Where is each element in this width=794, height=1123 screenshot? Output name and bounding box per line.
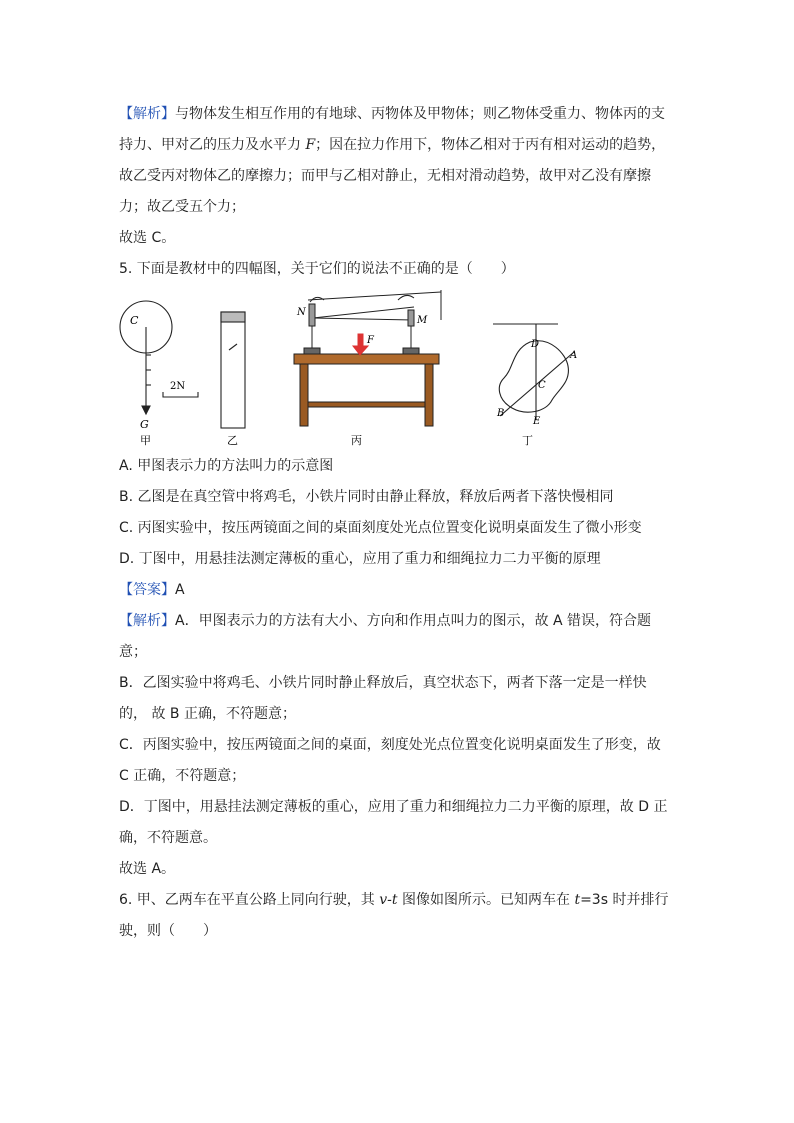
question-6-stem-line-1: 6. 甲、乙两车在平直公路上同向行驶，其 v-t 图像如图所示。已知两车在 t=3s 时并排行 [119, 892, 669, 908]
table-crossbar [308, 402, 425, 407]
analysis-line-3: 故乙受丙对物体乙的摩擦力；而甲与乙相对静止，无相对滑动趋势，故甲对乙没有摩擦 [119, 168, 651, 184]
label-n: N [297, 307, 306, 318]
analysis-line-2: 持力、甲对乙的压力及水平力 F；因在拉力作用下，物体乙相对于丙有相对运动的趋势， [119, 137, 666, 153]
label-m: M [417, 315, 428, 326]
answer-tag: 【答案】 [119, 582, 175, 598]
option-c: C. 丙图实验中，按压两镜面之间的桌面刻度处光点位置变化说明桌面发生了微小形变 [119, 520, 642, 536]
analysis-line-4: 力；故乙受五个力； [119, 199, 245, 215]
label-c2: C [538, 380, 546, 391]
mirror-m [408, 310, 414, 326]
table-leg-left [300, 364, 308, 426]
table-leg-right [425, 364, 433, 426]
caption-yi: 乙 [227, 434, 238, 447]
q5-analysis-line-4: 的， 故 B 正确，不符题意； [119, 706, 296, 722]
option-a: A. 甲图表示力的方法叫力的示意图 [119, 458, 334, 474]
answer-choice-line: 故选 C。 [119, 230, 176, 246]
q5-analysis-line-9: 故选 A。 [119, 861, 176, 877]
label-a: A [570, 350, 578, 361]
caption-jia: 甲 [140, 434, 151, 447]
label-b: B [497, 408, 505, 419]
analysis-tag: 【解析】 [119, 106, 175, 122]
q5-analysis-line-8: 确，不符题意。 [119, 830, 217, 846]
base-m [403, 348, 419, 354]
base-n [304, 348, 320, 354]
q5-analysis-line-5: C．丙图实验中，按压两镜面之间的桌面，刻度处光点位置变化说明桌面发生了形变，故 [119, 737, 661, 753]
label-g: G [140, 418, 149, 431]
option-b: B. 乙图是在真空管中将鸡毛，小铁片同时由静止释放，释放后两者下落快慢相同 [119, 489, 614, 505]
gravity-arrowhead [142, 406, 150, 414]
vacuum-tube [221, 312, 245, 428]
mirror-n [309, 304, 315, 326]
q5-analysis-line-7: D．丁图中，用悬挂法测定薄板的重心，应用了重力和细绳拉力二力平衡的原理，故 D 正 [119, 799, 668, 815]
light-path-1 [308, 292, 441, 300]
q5-analysis-line-1: 【解析】A．甲图表示力的方法有大小、方向和作用点叫力的图示，故 A 错误，符合题 [119, 613, 652, 629]
rotation-arrow-right [398, 295, 414, 300]
label-c: C [130, 314, 139, 327]
light-path-3 [313, 318, 413, 320]
feather-mark [229, 344, 237, 350]
question-5-stem: 5. 下面是教材中的四幅图，关于它们的说法不正确的是（ ） [119, 261, 515, 277]
label-f: F [367, 335, 374, 346]
analysis-line-1: 【解析】与物体发生相互作用的有地球、丙物体及甲物体；则乙物体受重力、物体丙的支 [119, 106, 665, 122]
answer-line [119, 580, 185, 600]
line-ab [500, 352, 574, 416]
q5-analysis-line-3: B．乙图实验中将鸡毛、小铁片同时静止释放后，真空状态下，两者下落一定是一样快 [119, 675, 647, 691]
option-d: D. 丁图中，用悬挂法测定薄板的重心，应用了重力和细绳拉力二力平衡的原理 [119, 551, 601, 567]
q5-analysis-line-6: C 正确，不符题意； [119, 768, 246, 784]
analysis-tag: 【解析】 [119, 613, 175, 629]
answer-value: A [175, 582, 185, 598]
table-top [294, 354, 439, 364]
figure-yi [221, 312, 245, 428]
label-d: D [531, 339, 540, 350]
caption-bing: 丙 [351, 434, 362, 447]
q5-analysis-line-2: 意； [119, 644, 147, 660]
question-5-figure [110, 290, 610, 460]
label-scale: 2N [170, 381, 186, 392]
label-e: E [533, 416, 541, 427]
scale-bar [163, 392, 198, 397]
question-6-stem-line-2: 驶，则（ ） [119, 923, 217, 939]
figure-bing [294, 290, 441, 426]
light-path-2 [313, 307, 414, 318]
irregular-plate [499, 341, 568, 412]
caption-ding: 丁 [522, 434, 533, 447]
tube-cap [221, 312, 245, 322]
